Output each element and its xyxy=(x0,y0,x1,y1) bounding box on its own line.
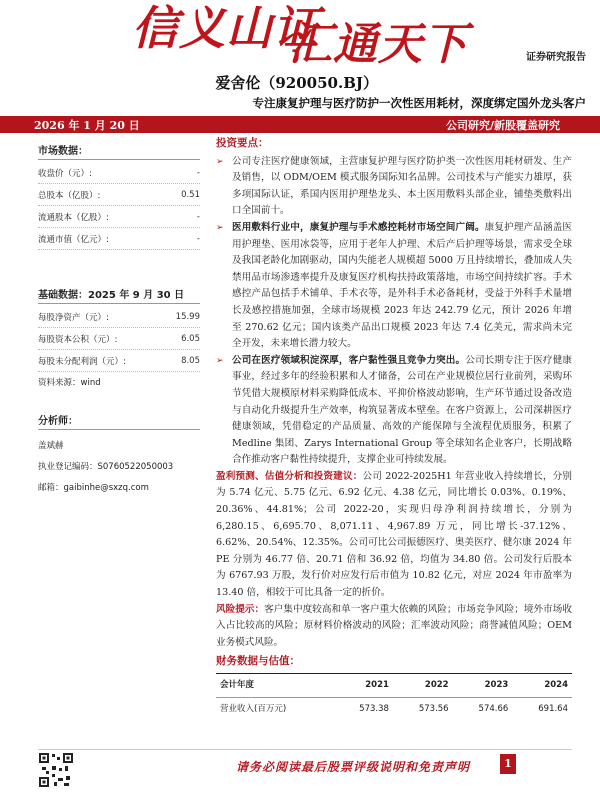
table-header: 2022 xyxy=(393,674,453,698)
bullet-text: 康复护理产品涵盖医用护理垫、医用冰袋等，应用于老年人护理、术后产后护理等场景，需求受全球及我国老龄化加剧驱动，国内失能老人规模超 5000 万且持续增长，叠加成人失禁用品市场渗透率提升及康复医疗机构扶持政策落地，市场空间持续扩容。手术感控产品包括手术铺单、手术衣等，是外科手术必备耗材，受益于外科手术量增长及感控措施加强，全球市场规模 2023 年达 242.79 亿元，预计 2026 年增至 270.62 亿元；国内该类产品出口规模 2023 年达 7.4 亿美元，需求尚未完全开发，未来增长潜力较大。 xyxy=(232,221,573,350)
analyst-email[interactable]: 邮箱：gaibinhe@sxzq.com xyxy=(38,483,149,493)
row-label: 每股未分配利润（元）: xyxy=(38,356,126,367)
earnings-label: 盈利预测、估值分析和投资建议： xyxy=(216,470,363,482)
row-value: - xyxy=(196,211,200,222)
market-data-title: 市场数据： xyxy=(38,140,200,160)
disclaimer-notice: 请务必阅读最后股票评级说明和免责声明 xyxy=(236,760,471,774)
bullet-text: 公司专注医疗健康领域，主营康复护理与医疗防护类一次性医用耗材研发、生产及销售，以 ODM/OEM 模式服务国际知名品牌。公司技术与产能实力雄厚，获多项国际认证，系国内医用护理垫龙头、本土医用敷料头部企业，铺垫类敷料出口全国前十。 xyxy=(232,155,572,217)
row-label: 收盘价（元）: xyxy=(38,168,92,179)
row-value: - xyxy=(196,167,200,178)
data-source: 资料来源：wind xyxy=(38,378,101,388)
row-value: 0.51 xyxy=(181,189,200,200)
financial-table xyxy=(216,673,572,720)
table-cell: 营业收入(百万元) xyxy=(220,703,287,714)
table-row xyxy=(216,697,572,720)
risk-label: 风险提示： xyxy=(216,603,265,615)
table-header-row xyxy=(216,674,572,698)
qr-code-icon xyxy=(38,752,74,788)
page-number: 1 xyxy=(500,754,516,774)
analyst-cert: 执业登记编码：S0760522050003 xyxy=(38,462,174,472)
bullet-3 xyxy=(216,353,572,469)
doc-type-label: 证券研究报告 xyxy=(526,52,586,63)
table-header: 2024 xyxy=(512,674,572,698)
report-date: 2026 年 1 月 20 日 xyxy=(34,119,140,132)
table-header: 会计年度 xyxy=(216,674,333,698)
bullet-1 xyxy=(216,154,572,220)
table-header: 2021 xyxy=(333,674,393,698)
market-row xyxy=(38,184,200,206)
row-label: 总股本（亿股）: xyxy=(38,190,101,201)
table-cell: 573.56 xyxy=(418,703,449,714)
bullet-text: 公司长期专注于医疗健康事业，经过多年的经验积累和人才储备，公司在产业规模位居行业前列，采购环节凭借大规模原材料采购降低成本、平抑价格波动影响，生产环节通过设备改造与自动化升级提升生产效率，构筑显著成本壁垒。在客户资源上，公司深耕医疗健康领域，凭借稳定的产品质量、高效的产能保障与全流程优质服务，积累了 Medline 集团、Zarys International Group 等全球知名企业客户，长期战略合作推动客户黏性持续提升，支撑企业可持续发展。 xyxy=(232,354,573,466)
analyst-name: 盖斌赫 xyxy=(38,441,64,451)
sidebar xyxy=(38,140,200,493)
table-cell: 691.64 xyxy=(538,703,568,714)
row-value: 15.99 xyxy=(175,311,200,322)
basic-row xyxy=(38,328,200,350)
brand-banner xyxy=(0,0,600,70)
market-row xyxy=(38,228,200,250)
footer-divider xyxy=(38,749,572,750)
bullet-arrow-icon: ➢ xyxy=(216,355,224,366)
report-subtitle: 专注康复护理与医疗防护一次性医用耗材，深度绑定国外龙头客户 xyxy=(252,96,586,110)
table-cell: 573.38 xyxy=(359,703,389,714)
bullet-heading: 公司在医疗领域积淀深厚，客户黏性强且竞争力突出。 xyxy=(232,354,466,366)
bullet-arrow-icon: ➢ xyxy=(216,222,224,233)
earnings-text: 公司 2022-2025H1 年营业收入持续增长，分别为 5.74 亿元、5.75 亿元、6.92 亿元、4.38 亿元，同比增长 0.03%、0.19%、20.36%、44.81%；公司 2022-20，实现归母净利润持续增长，分别为 6,280.15、6,695.70、8,071.11、4,967.89 万元，同比增长-37.12%、6.62%、20.54%、12.35%。公司可比公司振德医疗、奥美医疗、健尔康 2024 年 PE 分别为 46.77 倍、20.71 倍和 36.92 倍，均值为 34.80 倍。公司发行后股本为 6767.93 万股，发行价对应发行后市值为 10.82 亿元，对应 2024 年市盈率为 13.40 倍，相较于可比具备一定的折价。 xyxy=(216,470,572,599)
analyst-title: 分析师： xyxy=(38,412,200,430)
row-value: - xyxy=(196,233,200,244)
basic-row xyxy=(38,306,200,328)
financial-title: 财务数据与估值： xyxy=(216,655,300,668)
brand-slogan-left: 信义山证 xyxy=(132,1,320,55)
risk-paragraph xyxy=(216,602,572,652)
risk-text: 客户集中度较高和单一客户重大依赖的风险；市场竞争风险；境外市场收入占比较高的风险；原材料价格波动的风险；汇率波动风险；商誉减值风险；OEM 业务模式风险。 xyxy=(216,603,573,648)
bullet-2 xyxy=(216,220,572,353)
report-category: 公司研究/新股覆盖研究 xyxy=(445,119,560,132)
bullet-arrow-icon: ➢ xyxy=(216,156,224,167)
main-content xyxy=(216,133,572,720)
table-cell: 574.66 xyxy=(478,703,509,714)
company-title: 爱舍伦（920050.BJ） xyxy=(215,74,378,92)
basic-data-title: 基础数据：2025 年 9 月 30 日 xyxy=(38,284,200,304)
row-label: 流通市值（亿元）: xyxy=(38,234,109,245)
row-value: 6.05 xyxy=(181,333,200,344)
earnings-paragraph xyxy=(216,469,572,602)
invest-title: 投资要点： xyxy=(216,137,269,149)
basic-row xyxy=(38,350,200,372)
brand-slogan-right: 汇通天下 xyxy=(288,19,468,70)
table-header: 2023 xyxy=(453,674,513,698)
bullet-heading: 医用敷料行业中，康复护理与手术感控耗材市场空间广阔。 xyxy=(232,221,485,233)
header-band xyxy=(0,116,600,133)
row-value: 8.05 xyxy=(181,355,200,366)
market-row xyxy=(38,206,200,228)
row-label: 流通股本（亿股）: xyxy=(38,212,109,223)
row-label: 每股资本公积（元）: xyxy=(38,334,118,345)
market-row xyxy=(38,162,200,184)
row-label: 每股净资产（元）: xyxy=(38,312,109,323)
